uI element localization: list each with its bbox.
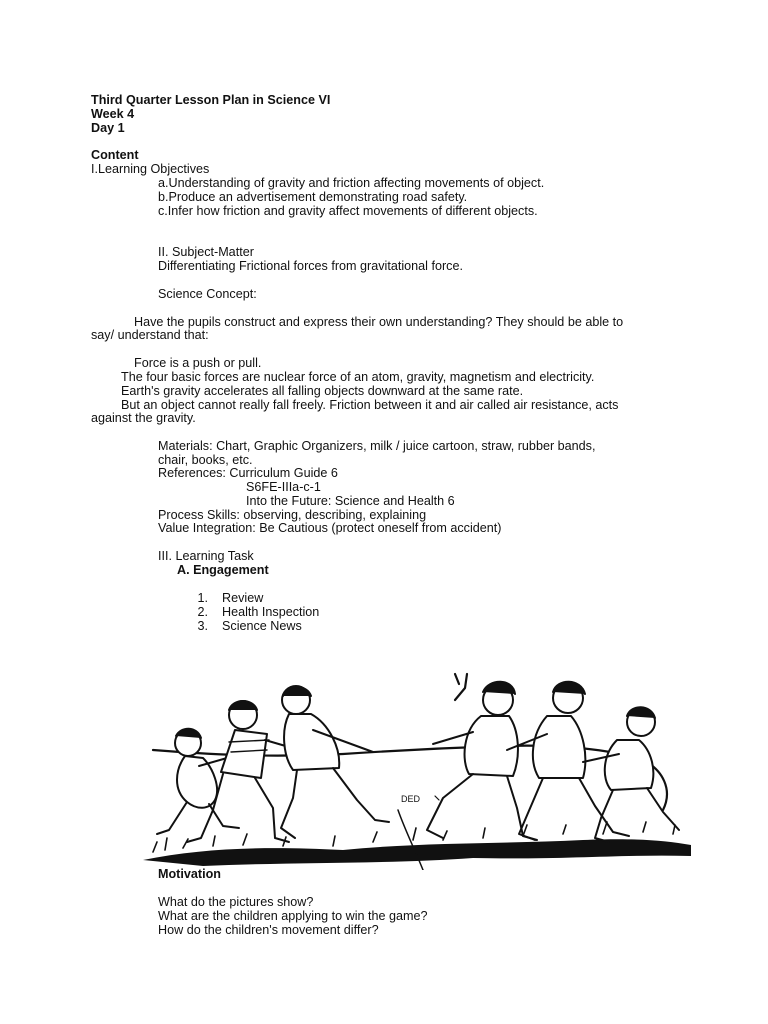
subject-matter-heading: II. Subject-Matter [158,245,254,259]
objectives-list [158,177,544,219]
concept-intro-line2: say/ understand that: [91,328,209,342]
artist-signature: DED [401,794,421,804]
motivation-questions [158,896,428,938]
child-figure [281,686,389,838]
objective-item: a.Understanding of gravity and friction affecting movements of object. [158,176,545,190]
reference-code: S6FE-IIIa-c-1 [246,480,321,494]
science-concept-label: Science Concept: [158,287,257,301]
question-item: How do the children's movement differ? [158,922,379,937]
concept-force: Force is a push or pull. [134,356,262,370]
process-skills: Process Skills: observing, describing, explaining [158,508,427,522]
objective-item: c.Infer how friction and gravity affect movements of different objects. [158,203,538,218]
tug-of-war-illustration [143,670,691,870]
objective-item: b.Produce an advertisement demonstrating road safety. [158,189,468,204]
list-item: 2. Health Inspection [197,604,320,619]
concept-air-resistance-line1: But an object cannot really fall freely. Friction between it and air called air resistance, acts [121,398,619,412]
document-title: Third Quarter Lesson Plan in Science VI [91,93,331,107]
day-label: Day 1 [91,120,125,135]
subject-matter-topic: Differentiating Frictional forces from gravitational force. [158,259,463,273]
objectives-heading: I.Learning Objectives [91,162,210,176]
concept-air-resistance-line2: against the gravity. [91,411,196,425]
engagement-list [190,592,319,634]
child-figure [583,707,679,842]
question-item: What do the pictures show? [158,895,314,909]
concept-basic-forces: The four basic forces are nuclear force of an atom, gravity, magnetism and electricity. [121,370,595,384]
document-header [91,94,330,136]
engagement-heading: A. Engagement [177,563,269,577]
list-item: 3. Science News [197,618,302,633]
materials-line1: Materials: Chart, Graphic Organizers, milk / juice cartoon, straw, rubber bands, [158,439,596,453]
question-item: What are the children applying to win the game? [158,908,428,923]
grass-ground [143,822,691,866]
references-label: References: Curriculum Guide 6 [158,466,338,480]
concept-intro-line1: Have the pupils construct and express their own understanding? They should be able to [134,315,624,329]
child-figure [427,674,537,840]
child-figure [157,729,239,834]
concept-earth-gravity: Earth's gravity accelerates all falling objects downward at the same rate. [121,384,524,398]
motivation-heading: Motivation [158,867,221,881]
list-item: 1. Review [197,591,264,605]
reference-book: Into the Future: Science and Health 6 [246,494,455,508]
content-heading: Content [91,148,139,162]
materials-line2: chair, books, etc. [158,453,253,467]
learning-task-heading: III. Learning Task [158,549,254,563]
value-integration: Value Integration: Be Cautious (protect oneself from accident) [158,521,502,535]
week-label: Week 4 [91,106,135,121]
